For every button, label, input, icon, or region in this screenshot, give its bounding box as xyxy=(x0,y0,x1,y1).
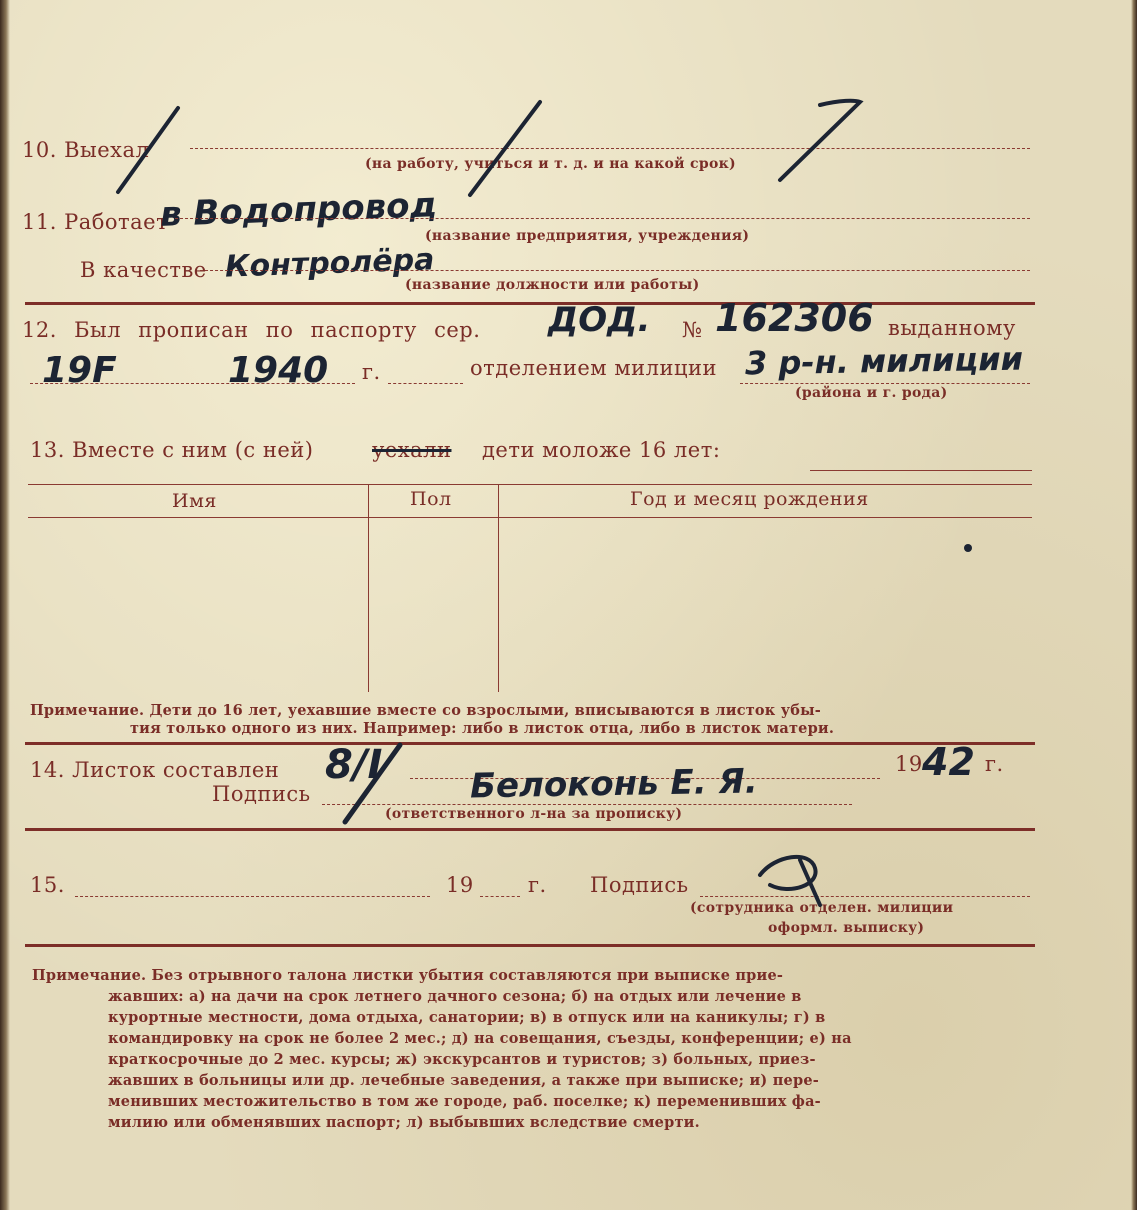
note2-line: менивших местожительство в том же городе, раб. поселке; к) переменивших фа- xyxy=(108,1093,821,1110)
item14-year-prefix: 19 xyxy=(895,752,923,776)
note2-line: жавших: а) на дачи на срок летнего дачного сезона; б) на отдых или лечение в xyxy=(108,988,802,1005)
children-col-sex: Пол xyxy=(410,488,452,510)
item13-label-pre: 13. Вместе с ним (с ней) xyxy=(30,438,314,462)
item15-signature-scrawl xyxy=(760,857,820,905)
note1-line1: Примечание. Дети до 16 лет, уехавшие вместе со взрослыми, вписываются в листок убы- xyxy=(30,702,822,719)
item10-caption: (на работу, учиться и т. д. и на какой срок) xyxy=(365,156,736,172)
item14-sign-label: Подпись xyxy=(212,782,311,806)
item15-year-prefix: 19 xyxy=(446,873,474,897)
item11-handwritten-place: в Водопровод xyxy=(159,185,438,235)
item14-handwritten-signature: Белоконь Е. Я. xyxy=(469,761,758,807)
item14-label: 14. Листок составлен xyxy=(30,758,280,782)
item10-slash-3 xyxy=(780,101,860,180)
note2-line: командировку на срок не более 2 мес.; д) на совещания, съезды, конференции; е) на xyxy=(108,1030,852,1047)
item15-sign-label: Подпись xyxy=(590,873,689,897)
item11-handwritten-role: Контролёра xyxy=(224,242,435,285)
item11-caption-place: (название предприятия, учреждения) xyxy=(425,228,750,244)
item15-caption1: (сотрудника отделен. милиции xyxy=(690,900,954,916)
item11-role-label: В качестве xyxy=(80,258,207,282)
item12-caption: (района и г. рода) xyxy=(795,385,948,401)
item12-handwritten-number: 162306 xyxy=(715,296,874,340)
ink-dot xyxy=(964,544,972,552)
item15-label: 15. xyxy=(30,873,65,897)
item12-issued: выданному xyxy=(888,316,1016,340)
note2-line: краткосрочные до 2 мес. курсы; ж) экскурсантов и туристов; з) больных, приез- xyxy=(108,1051,816,1068)
item13-label-post: дети моложе 16 лет: xyxy=(482,438,721,462)
item12-by-label: отделением милиции xyxy=(470,356,717,380)
item13-struck-word: уехали xyxy=(372,438,452,462)
item10-slash-1 xyxy=(118,108,178,192)
item14-caption: (ответственного л-на за прописку) xyxy=(385,806,683,822)
item12-handwritten-day: 19F xyxy=(42,350,117,391)
item15-caption2: оформл. выписку) xyxy=(768,920,925,936)
note2-line: жавших в больницы или др. лечебные заведения, а также при выписке; и) пере- xyxy=(108,1072,819,1089)
item11-label: 11. Работает xyxy=(22,210,169,234)
note1-line2: тия только одного из них. Например: либо в листок отца, либо в листок матери. xyxy=(130,720,835,737)
item12-handwritten-police: 3 р-н. милиции xyxy=(744,339,1024,383)
item12-handwritten-series: ДОД. xyxy=(548,300,651,340)
children-col-birth: Год и месяц рождения xyxy=(630,488,869,510)
item14-slash xyxy=(345,745,400,822)
item14-year-suffix: г. xyxy=(985,752,1004,776)
item10-slash-2 xyxy=(470,102,540,195)
item10-label: 10. Выехал xyxy=(22,138,150,162)
note2-line: курортные местности, дома отдыха, санатории; в) в отпуск или на каникулы; г) в xyxy=(108,1009,826,1026)
item11-caption-role: (название должности или работы) xyxy=(405,277,700,293)
children-col-name: Имя xyxy=(172,490,217,512)
note2-line: милию или обменявших паспорт; л) выбывших вследствие смерти. xyxy=(108,1114,700,1131)
item14-handwritten-date: 8/I xyxy=(325,742,383,788)
item12-handwritten-year: 1940 xyxy=(228,350,329,391)
item12-year-suffix: г. xyxy=(362,360,381,384)
item12-number-sign: № xyxy=(682,318,703,342)
item15-year-suffix: г. xyxy=(528,873,547,897)
note2-line: Примечание. Без отрывного талона листки убытия составляются при выписке прие- xyxy=(32,967,784,984)
item14-handwritten-year: 42 xyxy=(922,740,975,784)
item12-label: 12. Был прописан по паспорту сер. xyxy=(22,318,481,342)
